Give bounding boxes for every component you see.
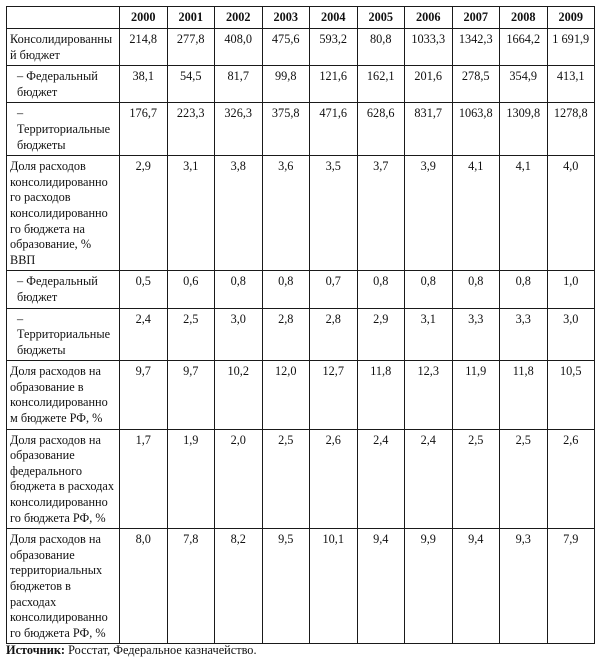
row-label: – Федеральный бюджет bbox=[7, 271, 120, 308]
table-row bbox=[7, 361, 595, 429]
value-cell-2003: 475,6 bbox=[262, 29, 310, 66]
value-cell-2009: 4,0 bbox=[547, 156, 595, 271]
row-label: Доля расходов на образование территориальных бюджетов в расходах консолидированно го бюджета РФ, % bbox=[7, 529, 120, 644]
value-cell-2008: 1309,8 bbox=[500, 103, 548, 156]
value-cell-2002: 408,0 bbox=[215, 29, 263, 66]
value-cell-2007: 9,4 bbox=[452, 529, 500, 644]
value-cell-2008: 354,9 bbox=[500, 66, 548, 103]
header-row bbox=[7, 7, 595, 29]
value-cell-2007: 3,3 bbox=[452, 308, 500, 361]
value-cell-2008: 0,8 bbox=[500, 271, 548, 308]
value-cell-2009: 1 691,9 bbox=[547, 29, 595, 66]
value-cell-2001: 9,7 bbox=[167, 361, 215, 429]
value-cell-2004: 593,2 bbox=[310, 29, 358, 66]
value-cell-2004: 3,5 bbox=[310, 156, 358, 271]
table-row bbox=[7, 429, 595, 529]
value-cell-2007: 11,9 bbox=[452, 361, 500, 429]
source-text: Росстат, Федеральное казначейство. bbox=[65, 643, 257, 657]
value-cell-2008: 3,3 bbox=[500, 308, 548, 361]
value-cell-2003: 2,5 bbox=[262, 429, 310, 529]
value-cell-2001: 223,3 bbox=[167, 103, 215, 156]
value-cell-2004: 12,7 bbox=[310, 361, 358, 429]
table-row bbox=[7, 271, 595, 308]
value-cell-2005: 3,7 bbox=[357, 156, 405, 271]
row-label: – Территориальные бюджеты bbox=[7, 103, 120, 156]
table-body bbox=[7, 29, 595, 644]
value-cell-2007: 4,1 bbox=[452, 156, 500, 271]
value-cell-2004: 10,1 bbox=[310, 529, 358, 644]
row-label: – Федеральный бюджет bbox=[7, 66, 120, 103]
value-cell-2003: 3,6 bbox=[262, 156, 310, 271]
value-cell-2008: 11,8 bbox=[500, 361, 548, 429]
value-cell-2005: 628,6 bbox=[357, 103, 405, 156]
value-cell-2007: 278,5 bbox=[452, 66, 500, 103]
row-label: Консолидированны й бюджет bbox=[7, 29, 120, 66]
value-cell-2000: 8,0 bbox=[120, 529, 168, 644]
value-cell-2009: 1278,8 bbox=[547, 103, 595, 156]
value-cell-2000: 38,1 bbox=[120, 66, 168, 103]
value-cell-2003: 0,8 bbox=[262, 271, 310, 308]
value-cell-2009: 7,9 bbox=[547, 529, 595, 644]
table-row bbox=[7, 156, 595, 271]
value-cell-2003: 9,5 bbox=[262, 529, 310, 644]
table-row bbox=[7, 29, 595, 66]
table-row bbox=[7, 103, 595, 156]
row-label: Доля расходов на образование в консолидированно м бюджете РФ, % bbox=[7, 361, 120, 429]
value-cell-2006: 12,3 bbox=[405, 361, 453, 429]
row-label: Доля расходов консолидированно го расходов консолидированно го бюджета на образование, % ВВП bbox=[7, 156, 120, 271]
value-cell-2003: 375,8 bbox=[262, 103, 310, 156]
year-header-2001: 2001 bbox=[167, 7, 215, 29]
value-cell-2008: 2,5 bbox=[500, 429, 548, 529]
value-cell-2000: 176,7 bbox=[120, 103, 168, 156]
value-cell-2005: 2,4 bbox=[357, 429, 405, 529]
value-cell-2005: 0,8 bbox=[357, 271, 405, 308]
value-cell-2002: 2,0 bbox=[215, 429, 263, 529]
value-cell-2002: 3,0 bbox=[215, 308, 263, 361]
value-cell-2006: 2,4 bbox=[405, 429, 453, 529]
value-cell-2007: 1063,8 bbox=[452, 103, 500, 156]
table-row bbox=[7, 529, 595, 644]
year-header-2006: 2006 bbox=[405, 7, 453, 29]
value-cell-2006: 0,8 bbox=[405, 271, 453, 308]
value-cell-2000: 0,5 bbox=[120, 271, 168, 308]
table-row bbox=[7, 66, 595, 103]
value-cell-2005: 9,4 bbox=[357, 529, 405, 644]
value-cell-2009: 3,0 bbox=[547, 308, 595, 361]
value-cell-2004: 121,6 bbox=[310, 66, 358, 103]
table-row bbox=[7, 308, 595, 361]
corner-cell bbox=[7, 7, 120, 29]
year-header-2002: 2002 bbox=[215, 7, 263, 29]
value-cell-2006: 3,9 bbox=[405, 156, 453, 271]
value-cell-2003: 2,8 bbox=[262, 308, 310, 361]
value-cell-2005: 162,1 bbox=[357, 66, 405, 103]
year-header-2009: 2009 bbox=[547, 7, 595, 29]
value-cell-2001: 2,5 bbox=[167, 308, 215, 361]
year-header-2008: 2008 bbox=[500, 7, 548, 29]
value-cell-2009: 2,6 bbox=[547, 429, 595, 529]
value-cell-2007: 1342,3 bbox=[452, 29, 500, 66]
value-cell-2009: 413,1 bbox=[547, 66, 595, 103]
value-cell-2006: 201,6 bbox=[405, 66, 453, 103]
value-cell-2001: 277,8 bbox=[167, 29, 215, 66]
value-cell-2001: 7,8 bbox=[167, 529, 215, 644]
value-cell-2006: 9,9 bbox=[405, 529, 453, 644]
year-header-2007: 2007 bbox=[452, 7, 500, 29]
value-cell-2001: 54,5 bbox=[167, 66, 215, 103]
value-cell-2004: 0,7 bbox=[310, 271, 358, 308]
value-cell-2004: 2,8 bbox=[310, 308, 358, 361]
value-cell-2000: 214,8 bbox=[120, 29, 168, 66]
value-cell-2000: 2,9 bbox=[120, 156, 168, 271]
value-cell-2009: 10,5 bbox=[547, 361, 595, 429]
value-cell-2007: 0,8 bbox=[452, 271, 500, 308]
value-cell-2005: 80,8 bbox=[357, 29, 405, 66]
value-cell-2002: 0,8 bbox=[215, 271, 263, 308]
value-cell-2005: 2,9 bbox=[357, 308, 405, 361]
row-label: – Территориальные бюджеты bbox=[7, 308, 120, 361]
source-note bbox=[6, 643, 257, 658]
year-header-2004: 2004 bbox=[310, 7, 358, 29]
source-label: Источник: bbox=[6, 643, 66, 657]
value-cell-2002: 81,7 bbox=[215, 66, 263, 103]
value-cell-2007: 2,5 bbox=[452, 429, 500, 529]
value-cell-2001: 1,9 bbox=[167, 429, 215, 529]
row-label: Доля расходов на образование федерального бюджета в расходах консолидированно го бюджета РФ, % bbox=[7, 429, 120, 529]
year-header-2005: 2005 bbox=[357, 7, 405, 29]
value-cell-2001: 0,6 bbox=[167, 271, 215, 308]
value-cell-2009: 1,0 bbox=[547, 271, 595, 308]
value-cell-2003: 99,8 bbox=[262, 66, 310, 103]
value-cell-2004: 471,6 bbox=[310, 103, 358, 156]
value-cell-2002: 326,3 bbox=[215, 103, 263, 156]
value-cell-2003: 12,0 bbox=[262, 361, 310, 429]
value-cell-2005: 11,8 bbox=[357, 361, 405, 429]
value-cell-2002: 3,8 bbox=[215, 156, 263, 271]
value-cell-2008: 9,3 bbox=[500, 529, 548, 644]
value-cell-2002: 10,2 bbox=[215, 361, 263, 429]
budget-education-table bbox=[6, 6, 595, 644]
value-cell-2000: 2,4 bbox=[120, 308, 168, 361]
value-cell-2001: 3,1 bbox=[167, 156, 215, 271]
value-cell-2000: 1,7 bbox=[120, 429, 168, 529]
value-cell-2006: 3,1 bbox=[405, 308, 453, 361]
value-cell-2000: 9,7 bbox=[120, 361, 168, 429]
value-cell-2008: 1664,2 bbox=[500, 29, 548, 66]
year-header-2003: 2003 bbox=[262, 7, 310, 29]
value-cell-2004: 2,6 bbox=[310, 429, 358, 529]
value-cell-2006: 831,7 bbox=[405, 103, 453, 156]
value-cell-2002: 8,2 bbox=[215, 529, 263, 644]
year-header-2000: 2000 bbox=[120, 7, 168, 29]
value-cell-2006: 1033,3 bbox=[405, 29, 453, 66]
value-cell-2008: 4,1 bbox=[500, 156, 548, 271]
